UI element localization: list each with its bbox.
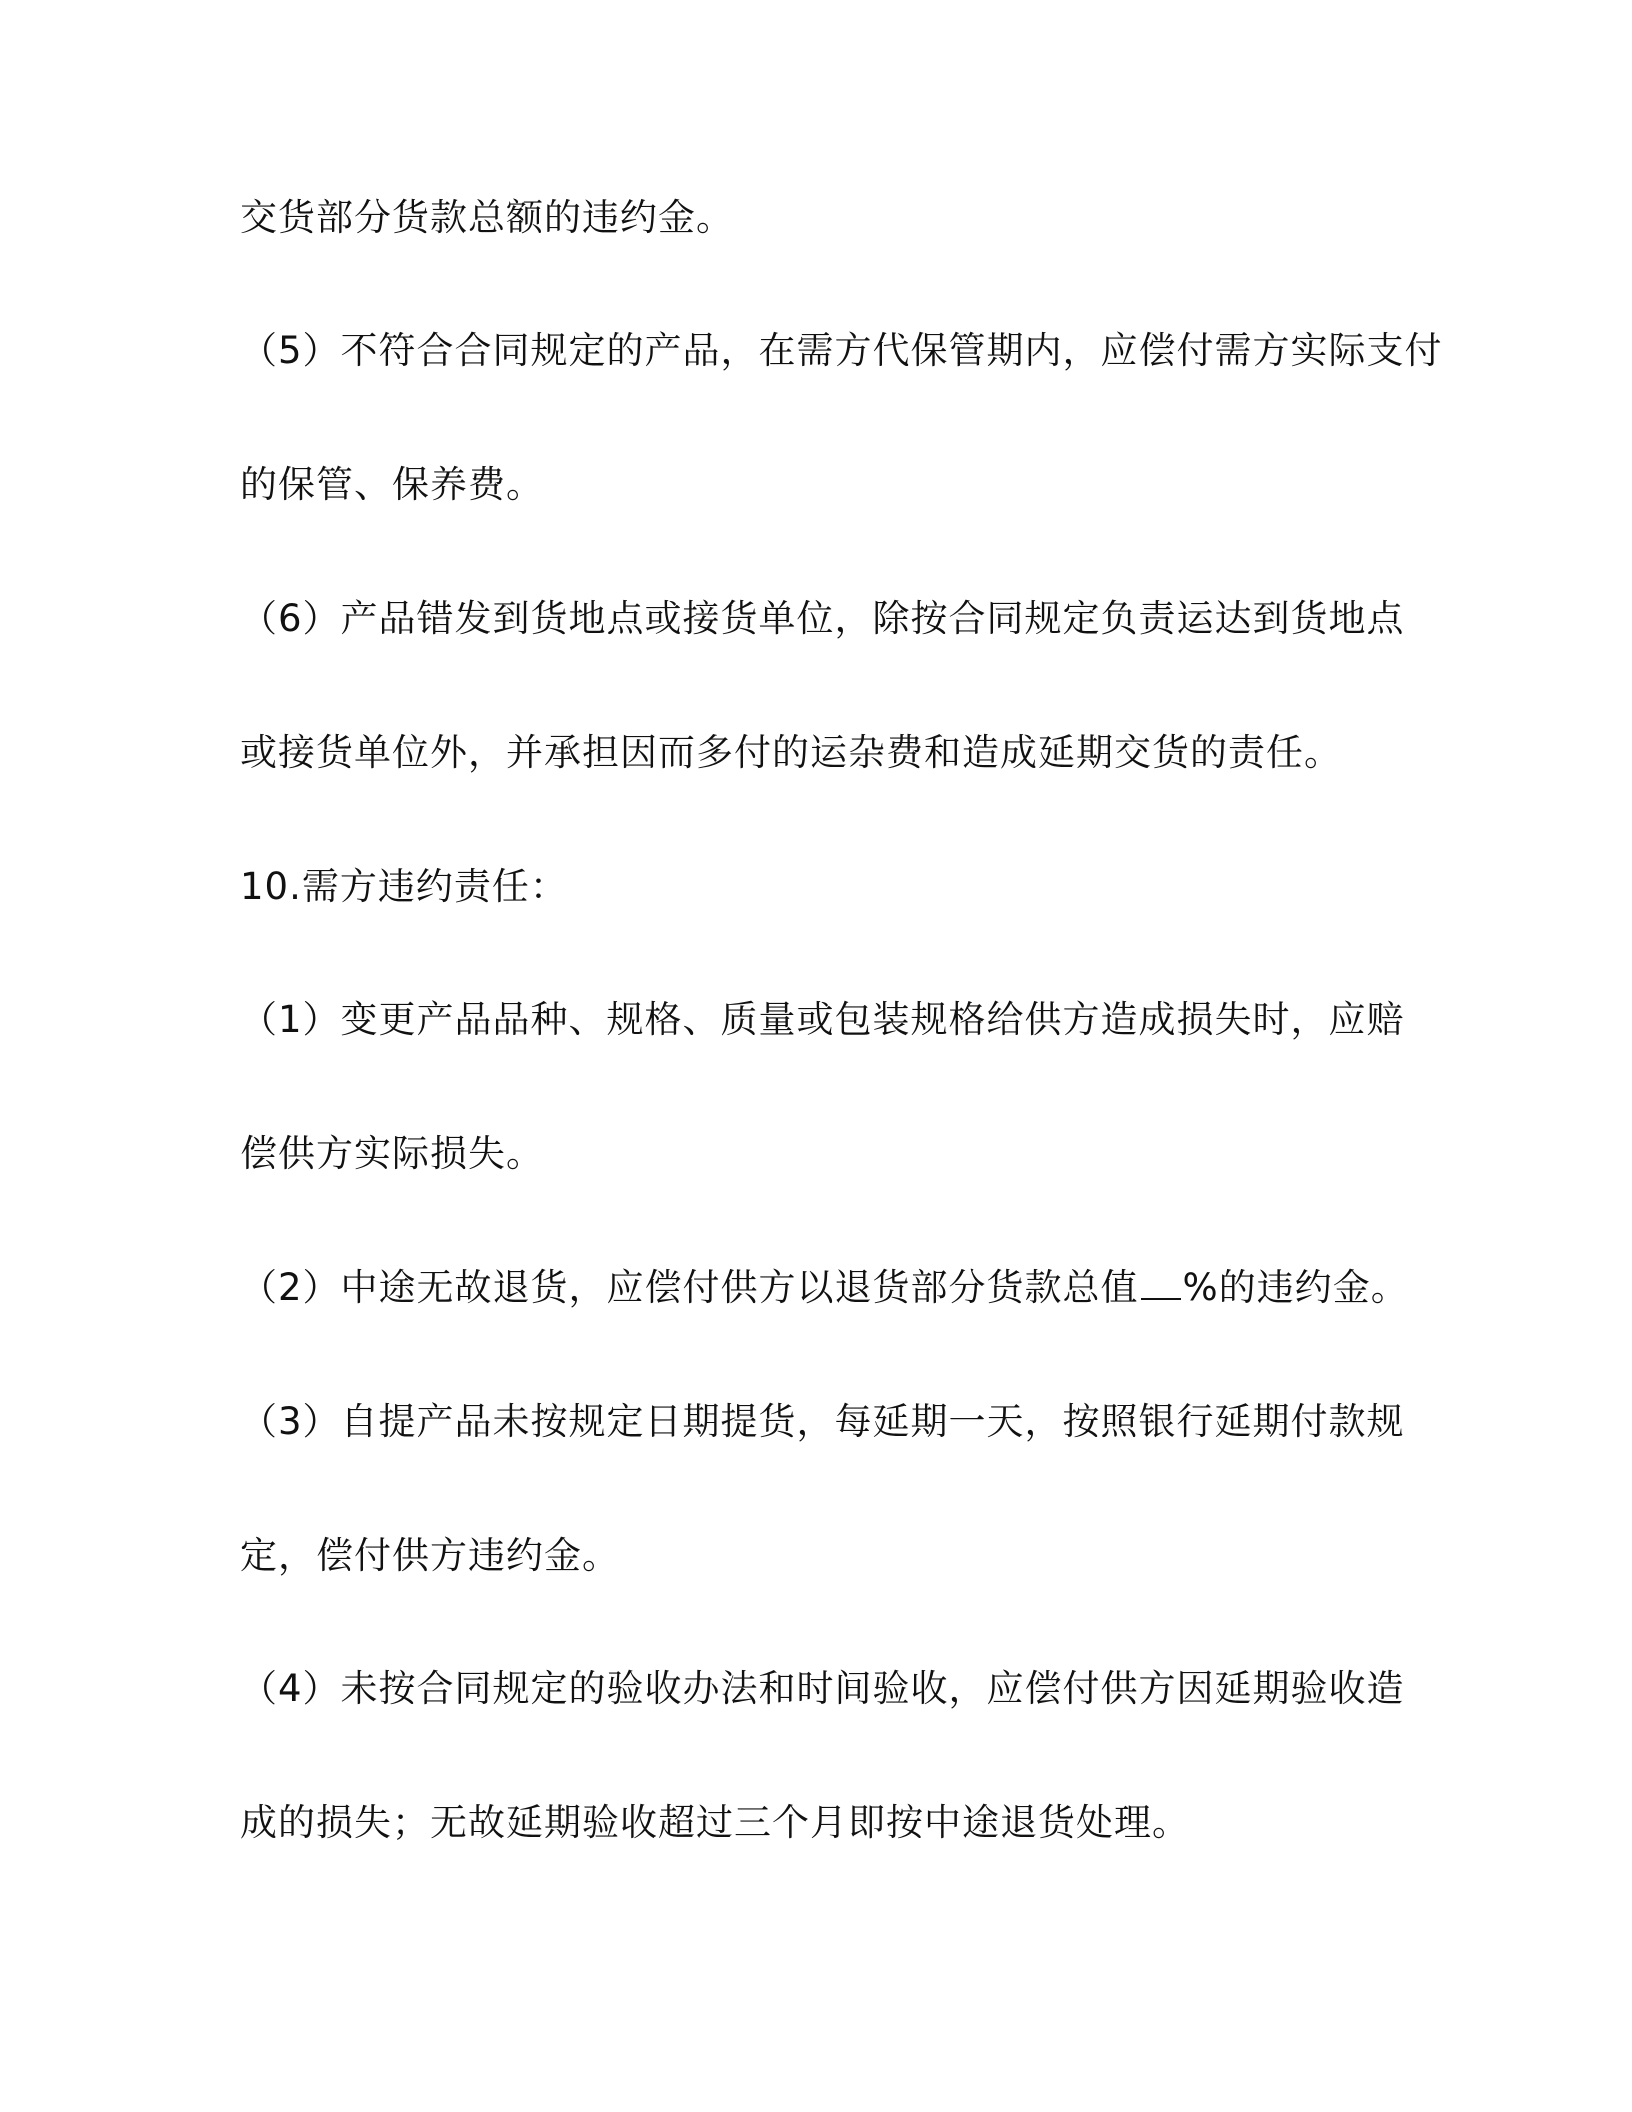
text-line-2: （5）不符合合同规定的产品，在需方代保管期内，应偿付需方实际支付 — [240, 329, 1443, 372]
text-line-13: 成的损失；无故延期验收超过三个月即按中途退货处理。 — [240, 1801, 1190, 1844]
text-line-10: （3）自提产品未按规定日期提货，每延期一天，按照银行延期付款规 — [240, 1400, 1405, 1443]
text-line-7: （1）变更产品品种、规格、质量或包装规格给供方造成损失时，应赔 — [240, 998, 1405, 1041]
blank-underline — [1141, 1264, 1181, 1300]
section-heading-10: 10.需方违约责任： — [240, 865, 568, 908]
text-line-8: 偿供方实际损失。 — [240, 1132, 544, 1175]
text-line-3: 的保管、保养费。 — [240, 463, 544, 506]
text-line-12: （4）未按合同规定的验收办法和时间验收，应偿付供方因延期验收造 — [240, 1667, 1405, 1710]
text-line-11: 定，偿付供方违约金。 — [240, 1534, 620, 1577]
text-line-9-start: （2）中途无故退货，应偿付供方以退货部分货款总值 — [240, 1266, 1139, 1309]
text-line-9-end: %的违约金。 — [1182, 1266, 1409, 1309]
text-line-9 — [240, 1263, 1409, 1313]
text-line-1: 交货部分货款总额的违约金。 — [240, 196, 734, 239]
text-line-4: （6）产品错发到货地点或接货单位，除按合同规定负责运达到货地点 — [240, 597, 1405, 640]
text-line-5: 或接货单位外，并承担因而多付的运杂费和造成延期交货的责任。 — [240, 731, 1342, 774]
